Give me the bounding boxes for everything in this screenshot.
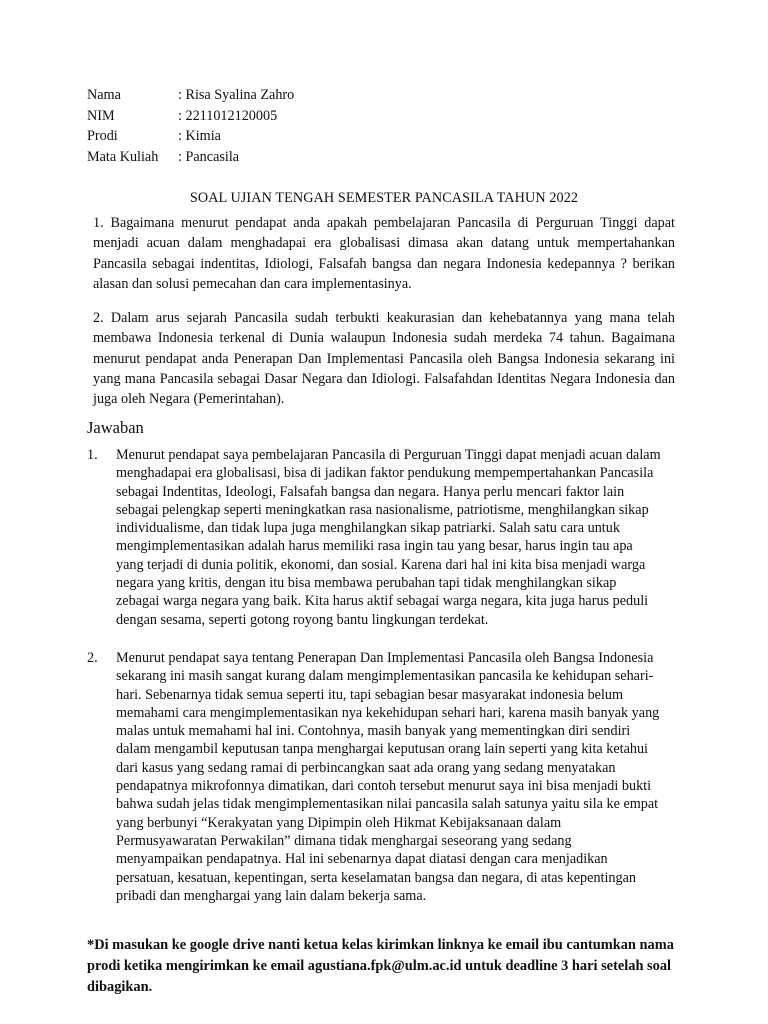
info-value: : Pancasila — [178, 148, 240, 165]
answer-heading: Jawaban — [87, 418, 144, 437]
info-row-mata-kuliah — [87, 147, 294, 168]
answer-number: 2. — [87, 649, 98, 666]
info-label: NIM — [87, 107, 115, 124]
student-info — [87, 85, 294, 167]
info-label: Mata Kuliah — [87, 148, 159, 165]
answer-text: Menurut pendapat saya tentang Penerapan Dan Implementasi Pancasila oleh Bangsa Indonesia sekarang ini masih sangat kurang dalam mengimplementasikan pancasila ke kehidupan sehari-hari. Sebenarnya tidak semua seperti itu, tapi sebagian besar masyarakat indonesia belum memahami cara mengimplementasikan nya kekehidupan sehari hari, karena masih banyak yang malas untuk memahami hal ini. Contohnya, masih banyak yang mementingkan diri sendiri dalam mengambil keputusan tanpa menghargai keputusan orang lain seperti yang kita ketahui dari kasus yang sedang ramai di perbincangkan saat ada orang yang sedang menyatakan pendapatnya mikrofonnya dimatikan, dari contoh tersebut menurut saya ini bisa menjadi bukti bahwa sudah jelas tidak mengimplementasikan nilai pancasila salah satunya yaitu sila ke empat yang berbunyi “Kerakyatan yang Dipimpin oleh Hikmat Kebijaksanaan dalam Permusyawaratan Perwakilan” dimana tidak menghargai seseorang yang sedang menyampaikan pendapatnya. Hal ini sebenarnya dapat diatasi dengan cara menjadikan persatuan, kesatuan, kepentingan, serta keselamatan bangsa dan negara, di atas kepentingan pribadi dan menghargai yang lain dalam bekerja sama. — [116, 649, 660, 904]
info-row-prodi — [87, 126, 294, 147]
question-1 — [93, 213, 675, 294]
info-value: : 2211012120005 — [178, 107, 278, 124]
info-value: : Risa Syalina Zahro — [178, 87, 295, 103]
info-value: : Kimia — [178, 128, 221, 144]
question-2 — [93, 308, 675, 409]
info-label: Nama — [87, 87, 121, 103]
answer-item-1 — [87, 446, 687, 629]
submission-note: *Di masukan ke google drive nanti ketua kelas kirimkan linknya ke email ibu cantumkan nama prodi ketika mengirimkan ke email agustiana.fpk@ulm.ac.id untuk deadline 3 hari setelah soal dibagikan. — [87, 937, 674, 995]
info-row-nim — [87, 106, 294, 127]
answer-number: 1. — [87, 447, 98, 463]
answer-item-2 — [87, 649, 687, 905]
question-text: 2. Dalam arus sejarah Pancasila sudah terbukti keakurasian dan kehebatannya yang mana telah membawa Indonesia terkenal di Dunia walaupun Indonesia sudah merdeka 74 tahun. Bagaimana menurut pendapat anda Penerapan Dan Implementasi Pancasila oleh Bangsa Indonesia sekarang ini yang mana Pancasila sebagai Dasar Negara dan Idiologi. Falsafahdan Identitas Negara Indonesia dan juga oleh Negara (Pemerintahan). — [93, 310, 675, 408]
info-row-nama — [87, 85, 294, 106]
exam-title: SOAL UJIAN TENGAH SEMESTER PANCASILA TAHUN 2022 — [189, 190, 579, 206]
answer-text: Menurut pendapat saya pembelajaran Pancasila di Perguruan Tinggi dapat menjadi acuan dalam menghadapai era globalisasi, bisa di jadikan faktor pendukung mempempertahankan Pancasila sebagai Indentitas, Ideologi, Falsafah bangsa dan negara. Hanya perlu mencari faktor lain sebagai pelengkap seperti meningkatkan rasa nasionalisme, patriotisme, menghilangkan sikap individualisme, dan tidak lupa juga menghilangkan sikap patriarki. Salah satu cara untuk mengimplementasikan adalah harus memiliki rasa ingin tau yang besar, harus ingin tau apa yang terjadi di dunia politik, ekonomi, dan sosial. Karena dari hal ini kita bisa menjadi warga negara yang kritis, dengan itu bisa membawa perubahan tapi tidak menghilangkan sikap zebagai warga negara yang baik. Kita harus aktif sebagai warga negara, kita juga harus peduli dengan sesama, seperti gotong royong bantu lingkungan terdekat. — [116, 447, 661, 628]
answer-list — [87, 446, 687, 905]
question-text: 1. Bagaimana menurut pendapat anda apakah pembelajaran Pancasila di Perguruan Tinggi dapat menjadi acuan dalam menghadapai era globalisasi dimasa akan datang untuk mempertahankan Pancasila sebagai indentitas, Idiologi, Falsafah bangsa dan negara Indonesia kedepannya ? berikan alasan dan solusi pemecahan dan cara implementasinya. — [93, 215, 675, 292]
info-label: Prodi — [87, 128, 118, 144]
